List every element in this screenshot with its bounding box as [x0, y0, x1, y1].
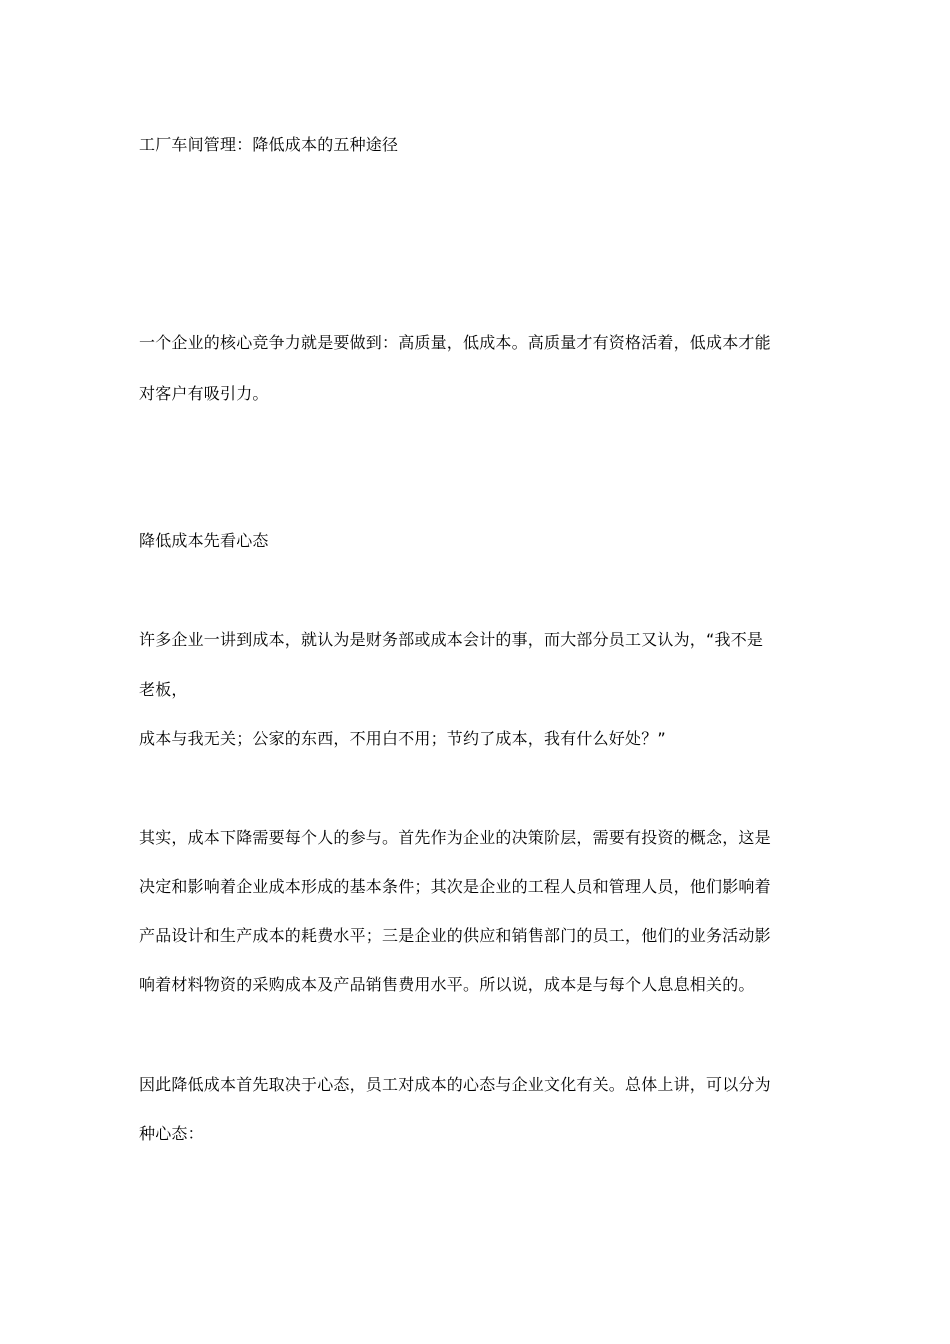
para3-line-1: 因此降低成本首先取决于心态，员工对成本的心态与企业文化有关。总体上讲，可以分为 [139, 1075, 771, 1094]
para2-line-2: 决定和影响着企业成本形成的基本条件；其次是企业的工程人员和管理人员，他们影响着 [139, 877, 771, 896]
section-heading: 降低成本先看心态 [139, 531, 269, 550]
para1-line-3: 成本与我无关；公家的东西，不用白不用；节约了成本，我有什么好处？” [139, 729, 666, 748]
para2-line-3: 产品设计和生产成本的耗费水平；三是企业的供应和销售部门的员工，他们的业务活动影 [139, 926, 771, 945]
para2-line-4: 响着材料物资的采购成本及产品销售费用水平。所以说，成本是与每个人息息相关的。 [139, 975, 755, 994]
para1-line-1: 许多企业一讲到成本，就认为是财务部或成本会计的事，而大部分员工又认为，“我不是 [139, 630, 764, 649]
para3-line-2: 种心态： [139, 1124, 204, 1143]
document-title: 工厂车间管理：降低成本的五种途径 [139, 135, 399, 154]
intro-line-2: 对客户有吸引力。 [139, 384, 269, 403]
para1-line-2: 老板， [139, 680, 188, 699]
intro-line-1: 一个企业的核心竞争力就是要做到：高质量，低成本。高质量才有资格活着，低成本才能 [139, 333, 771, 352]
para2-line-1: 其实，成本下降需要每个人的参与。首先作为企业的决策阶层，需要有投资的概念，这是 [139, 828, 771, 847]
